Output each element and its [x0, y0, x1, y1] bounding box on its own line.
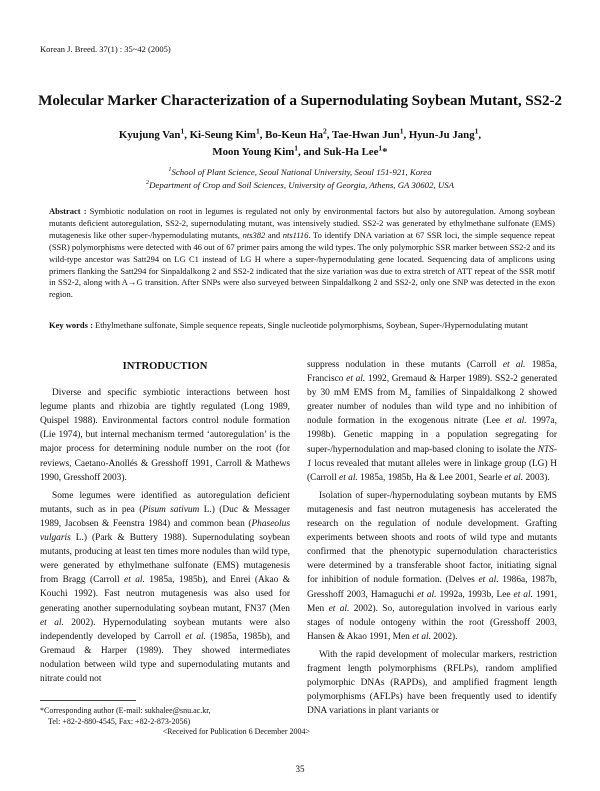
received-date: <Received for Publication 6 December 2004>	[162, 727, 310, 736]
keywords-text: Ethylmethane sulfonate, Simple sequence repeats, Single nucleotide polymorphisms, Soybean, Super-/Hypernodulating mutant	[92, 320, 528, 330]
paragraph: With the rapid development of molecular markers, restriction fragment length polymorphisms (RFLPs), random amplified polymorphic DNAs (RAPDs), and amplified fragment length polymorphisms (AFLPs) have been frequently used to identify DNA variations in plant variants or	[307, 649, 557, 717]
abstract	[49, 206, 555, 301]
corresponding-author-footnote	[40, 705, 310, 727]
abstract-text: Symbiotic nodulation on root in legumes is regulated not only by environmental factors but also by autoregulation. Among soybean mutants deficient autoregulation, SS2-2, supernodulating mutant, was intensively studied. SS2-2 was generated by ethylmethane sulfonate (EMS) mutagenesis like other super-/hypernodulating mutants, nts382 and nts1116. To identify DNA variation at 67 SSR loci, the simple sequence repeat (SSR) polymorphisms were detected with 46 out of 67 primer pairs among the wild types. The only polymorphic SSR marker between SS2-2 and its wild-type ancestor was Satt294 on LG C1 instead of LG H where a super-/hypernodulating gene located. Sequencing data of amplicons using primers flanking the Satt294 for Sinpaldalkong 2 and SS2-2 indicated that the size variation was due to extra stretch of ATT repeat of the SSR motif in SS2-2, along with A→G transition. After SNPs were also surveyed between Sinpaldalkong 2 and SS2-2, only one SNP was detected in the exon region.	[49, 206, 555, 300]
paragraph: Isolation of super-/hypernodulating soybean mutants by EMS mutagenesis and fast neutron mutagenesis has accelerated the research on the regulation of nodule development. Grafting experiments between shoots and roots of wild type and mutants confirmed that the phenotypic supernodulation characteristics were determined by a transferable shoot factor, initiating signal for inhibition of nodule formation. (Delves et al. 1986a, 1987b, Gresshoff 2003, Hamaguchi et al. 1992a, 1993b, Lee et al. 1991, Men et al. 2002). So, autoregulation involved in various early stages of nodule ontogeny within the root (Gresshoff 2003, Hansen & Akao 1991, Men et al. 2002).	[307, 490, 558, 642]
footnote-email-line: *Corresponding author (E-mail: sukhalee@snu.ac.kr,	[40, 706, 211, 715]
journal-citation: Korean J. Breed. 37(1) : 35~42 (2005)	[40, 44, 171, 54]
abstract-label: Abstract :	[49, 206, 87, 216]
right-column	[307, 358, 557, 722]
affiliations: $^1$School of Plant Science, Seoul National University, Seoul 151-921, Korea $^2$Department of Crop and Soil Sciences, University of Georgia, Athens, GA 30602, USA	[145, 167, 454, 190]
paragraph: suppress nodulation in these mutants (Carroll et al. 1985a, Francisco et al. 1992, Gremaud & Harper 1989). SS2-2 generated by 30 mM EMS from $M_2$ families of Sinpaldalkong 2 showed greater number of nodules than wild type and no inhibition of nodule formation in the exogenous nitrate (Lee et al. 1997a, 1998b). Genetic mapping in a population segregating for super-/hypernodulation and map-based cloning to isolate the NTS-1 locus revealed that mutant alleles were in linkage group (LG) H (Carroll et al. 1985a, 1985b, Ha & Lee 2001, Searle et al. 2003).	[307, 360, 558, 483]
paragraph: Diverse and specific symbiotic interactions between host legume plants and rhizobia are tightly regulated (Long 1989, Quispel 1988). Environmental factors control nodule formation (Lie 1974), but internal mechanism termed ‘autoregulation’ is the major process for determining nodule number on the root (for reviews, Caetano-Anollés & Gresshoff 1991, Carroll & Mathews 1990, Gresshoff 2003).	[40, 388, 290, 483]
footnote-divider	[40, 700, 136, 701]
author-list: Kyujung Van$^1$, Ki-Seung Kim$^1$, Bo-Keun Ha$^2$, Tae-Hwan Jun$^1$, Hyun-Ju Jang$^1$, Moon Young Kim$^1$, and Suk-Ha Lee$^1$*	[118, 126, 482, 158]
keywords-label: Key words :	[49, 320, 93, 330]
paragraph: Some legumes were identified as autoregulation deficient mutants, such as in pea (Pisum sativum L.) (Duc & Messager 1989, Jacobsen & Feenstra 1984) and common bean (Phaseolus vulgaris L.) (Park & Buttery 1988). Supernodulating soybean mutants, producing at least ten times more nodules than wild type, were generated by ethylmethane sulfonate (EMS) mutagenesis from Bragg (Carroll et al. 1985a, 1985b), and Enrei (Akao & Kouchi 1992). Fast neutron mutagenesis was also used for generating another supernodulating soybean mutant, FN37 (Men et al. 2002). Hypernodulating soybean mutants were also independently developed by Carroll et al. (1985a, 1985b), and Gremaud & Harper (1989). They showed intermediates nodulation between wild type and supernodulating mutants and nitrate could not	[40, 490, 291, 684]
left-column	[40, 358, 290, 690]
page-number: 35	[295, 764, 305, 774]
keywords	[49, 320, 555, 332]
paper-title: Molecular Marker Characterization of a Supernodulating Soybean Mutant, SS2-2	[38, 92, 562, 109]
section-heading-introduction: INTRODUCTION	[122, 361, 208, 372]
footnote-phone-line: Tel: +82-2-880-4545, Fax: +82-2-873-2056)	[48, 717, 191, 726]
